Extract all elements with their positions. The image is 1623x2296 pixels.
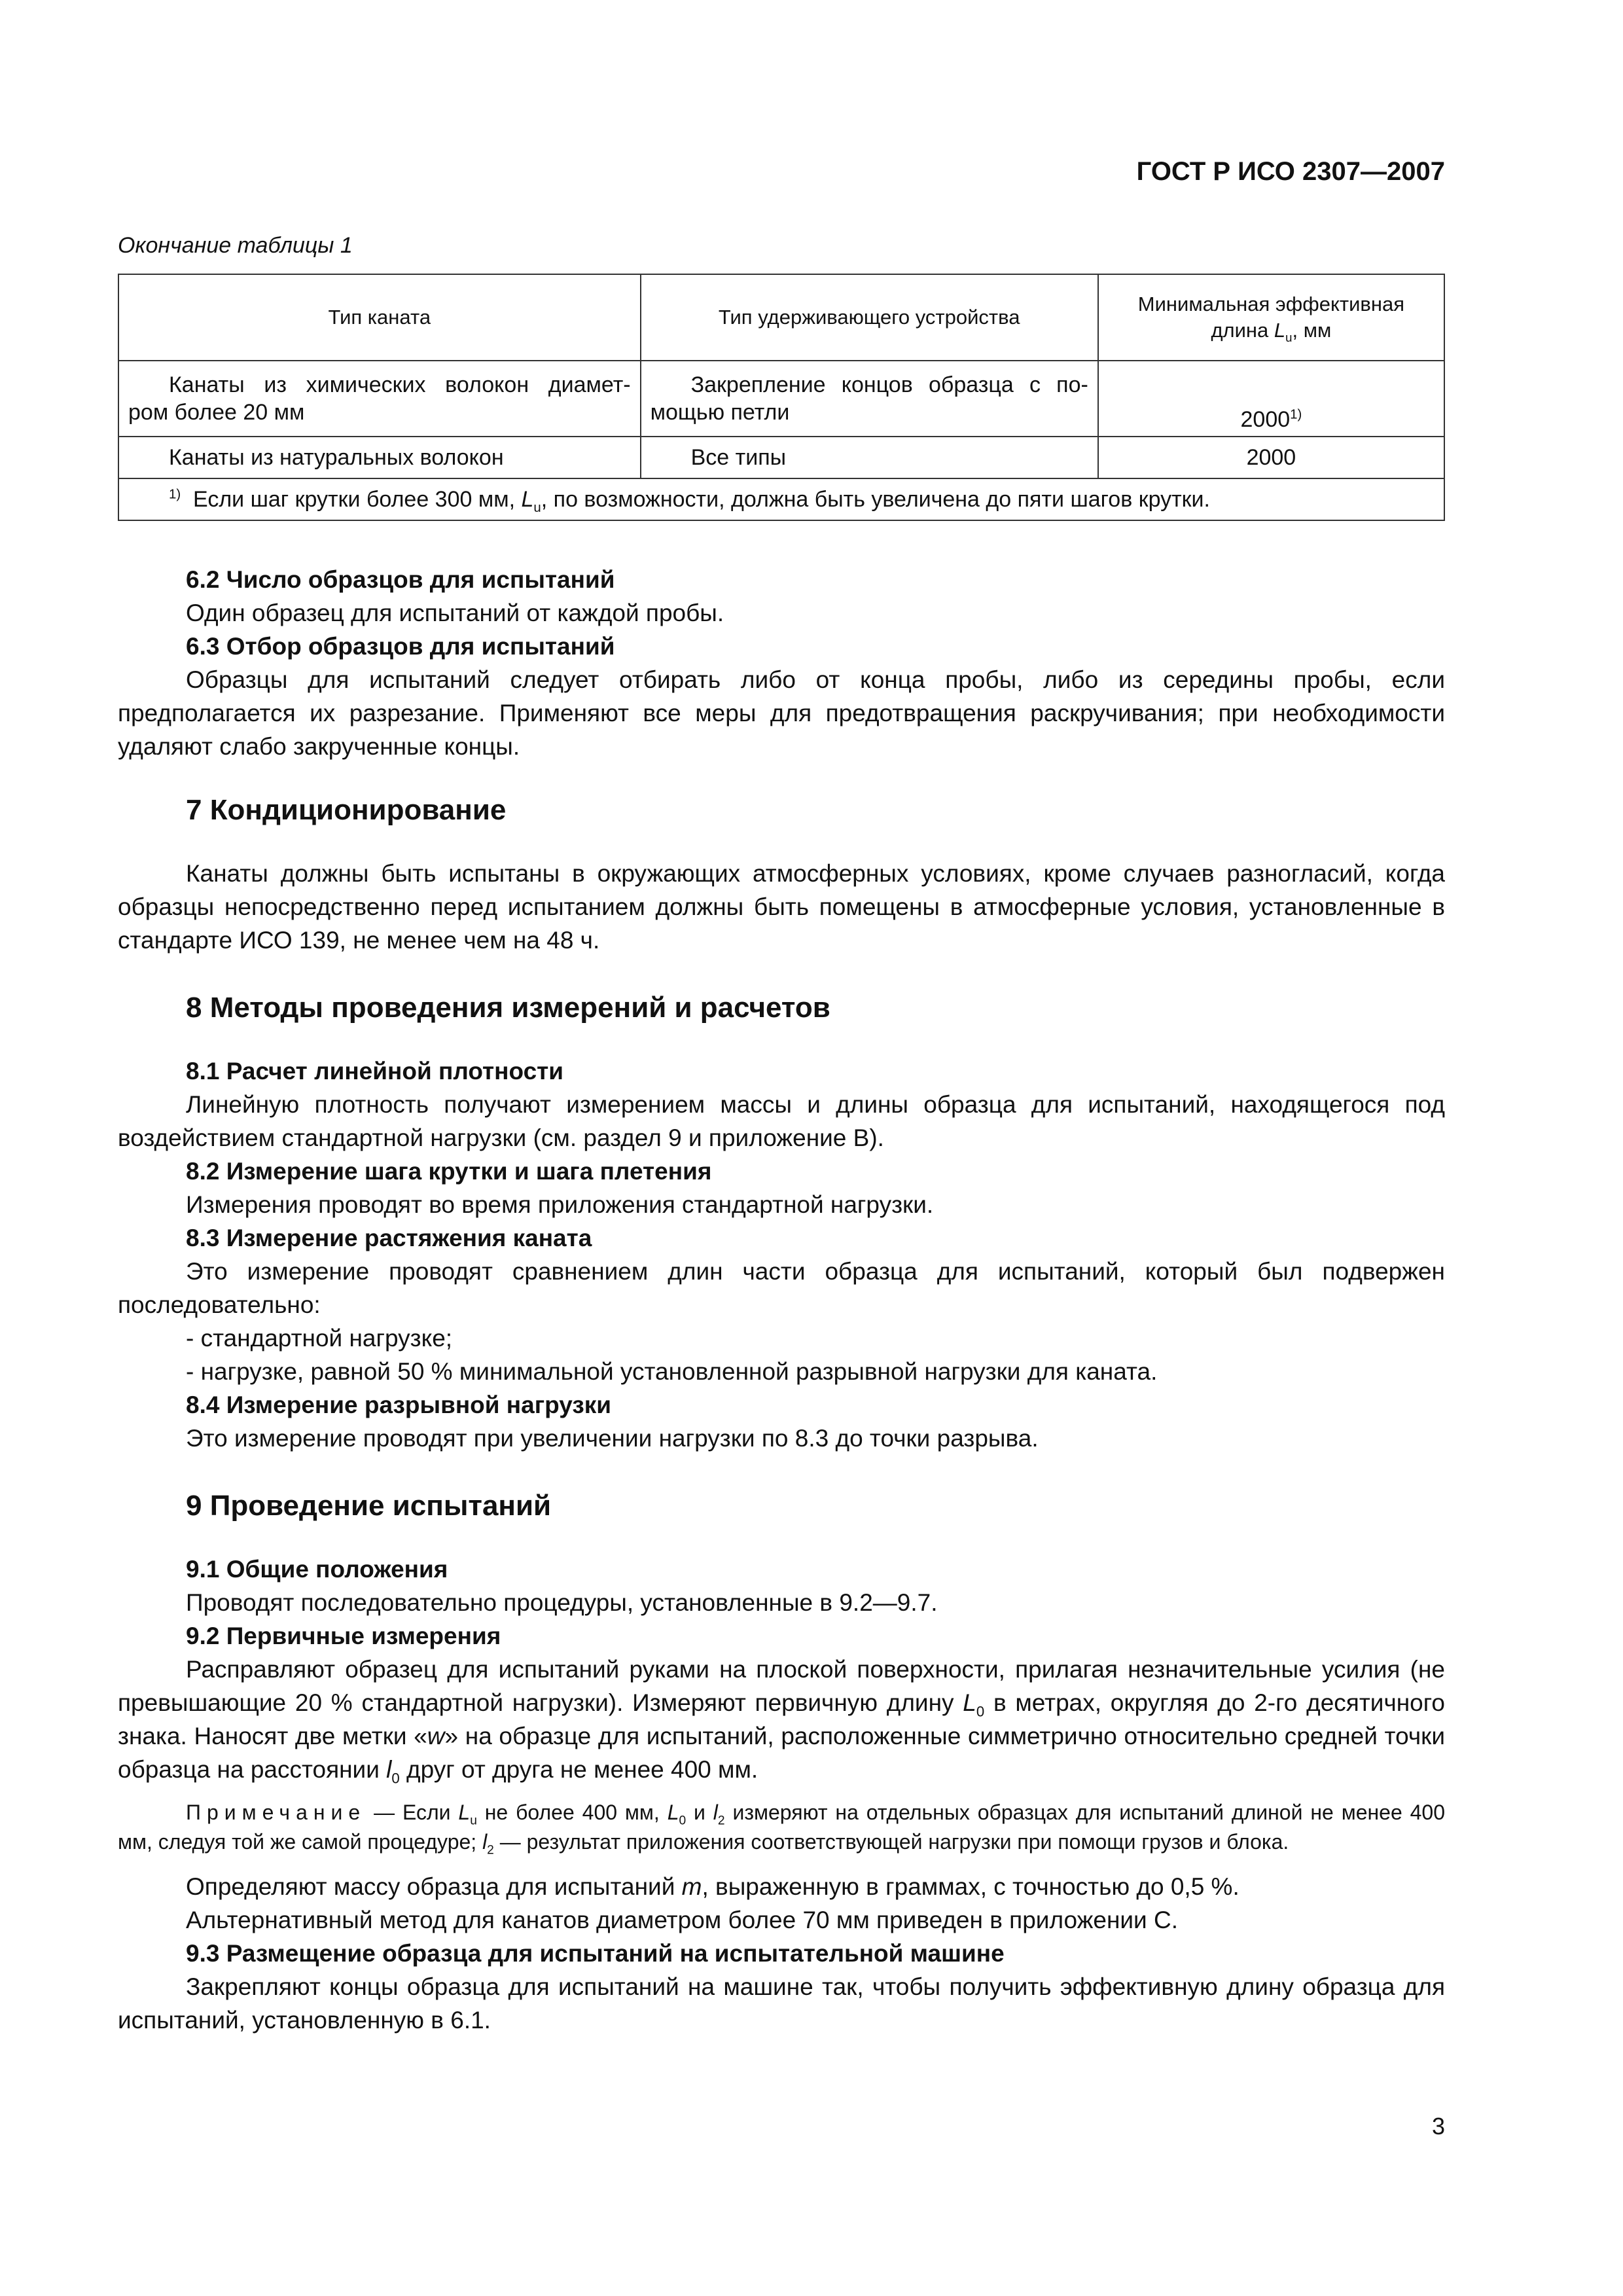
section-9-1-text: Проводят последовательно процедуры, установленные в 9.2—9.7. [186,1589,938,1616]
list-item: - стандартной нагрузке; [186,1325,453,1352]
section-9-2-title: 9.2 Первичные измерения [186,1623,501,1649]
section-8-4-title: 8.4 Измерение разрывной нагрузки [186,1391,611,1418]
cell-holding-device: Все типы [641,437,1098,478]
note-label: Примечание [186,1801,366,1824]
cell-min-length: 2000$^{1)}$ [1098,361,1444,437]
section-8-2-text: Измерения проводят во время приложения стандартной нагрузки. [186,1191,934,1218]
cell-rope-type: Канаты из натуральных волокон [118,437,641,478]
section-9-2-text: Расправляют образец для испытаний руками на плоской поверхности, прилагая незначительные усилия (не превышающие 20 % стандартной нагрузки). Измеряют первичную длину $L_0$ в метрах, округляя до 2-го десятичного знака. Наносят две метки «w» на образце для испытаний, расположенные симметрично относительно средней точки образца на расстоянии $l_0$ друг от друга не менее 400 мм. [118,1656,1446,1787]
section-8-title: 8 Методы проведения измерений и расчетов [186,992,830,1024]
section-7-title: 7 Кондиционирование [186,794,507,826]
table-row [118,437,1444,478]
section-6-3-text: Образцы для испытаний следует отбирать либо от конца пробы, либо из середины пробы, если предполагается их разрезание. Применяют все меры для предотвращения раскручивания; при необходимости удаляют слабо закрученные концы. [118,666,1445,760]
section-8-3-text: Это измерение проводят сравнением длин части образца для испытаний, который был подвержен последовательно: [118,1258,1445,1318]
list-item: - нагрузке, равной 50 % минимальной установленной разрывной нагрузки для каната. [186,1358,1158,1385]
section-6-2-title: 6.2 Число образцов для испытаний [186,566,615,593]
note: Примечание — Если $L_u$ не более 400 мм, $L_0$ и $l_2$ измеряют на отдельных образцах для испытаний длиной не менее 400 мм, следуя той же самой процедуре; $l_2$ — результат приложения соответствующей нагрузки при помощи грузов и блока. [118,1801,1446,1857]
header-min-length: Минимальная эффективная длина $L_u$, мм [1098,274,1444,361]
section-6-2-text: Один образец для испытаний от каждой пробы. [186,600,724,626]
section-9-title: 9 Проведение испытаний [186,1490,552,1522]
section-8-2-title: 8.2 Измерение шага крутки и шага плетения [186,1158,712,1185]
section-6-3-title: 6.3 Отбор образцов для испытаний [186,633,615,660]
page-number: 3 [1431,2113,1445,2140]
section-9-1-title: 9.1 Общие положения [186,1556,448,1583]
cell-holding-device: Закрепление концов образца с по- мощью петли [641,361,1098,437]
alternative-method-text: Альтернативный метод для канатов диаметром более 70 мм приведен в приложении С. [186,1907,1178,1933]
section-8-3-title: 8.3 Измерение растяжения каната [186,1225,592,1251]
header-holding-device: Тип удерживающего устройства [641,274,1098,361]
table-1 [118,274,1445,521]
section-8-4-text: Это измерение проводят при увеличении нагрузки по 8.3 до точки разрыва. [186,1425,1039,1452]
table-caption: Окончание таблицы 1 [118,233,353,258]
section-9-3-title: 9.3 Размещение образца для испытаний на испытательной машине [186,1940,1005,1967]
header-rope-type: Тип каната [118,274,641,361]
section-8-1-title: 8.1 Расчет линейной плотности [186,1058,564,1085]
table-row [118,361,1444,437]
document-body [118,563,1445,2037]
section-8-1-text: Линейную плотность получают измерением массы и длины образца для испытаний, находящегося под воздействием стандартной нагрузки (см. раздел 9 и приложение В). [118,1091,1445,1151]
table-footnote-row [118,478,1444,520]
document-code: ГОСТ Р ИСО 2307—2007 [1136,157,1445,186]
table-header-row [118,274,1444,361]
section-9-3-text: Закрепляют концы образца для испытаний на машине так, чтобы получить эффективную длину образца для испытаний, установленную в 6.1. [118,1973,1445,2034]
mass-text: Определяют массу образца для испытаний m, выраженную в граммах, с точностью до 0,5 %. [186,1873,1240,1900]
cell-min-length: 2000 [1098,437,1444,478]
cell-rope-type: Канаты из химических волокон диамет- ром более 20 мм [118,361,641,437]
section-7-text: Канаты должны быть испытаны в окружающих атмосферных условиях, кроме случаев разногласий, когда образцы непосредственно перед испытанием должны быть помещены в атмосферные условия, установленные в стандарте ИСО 139, не менее чем на 48 ч. [118,860,1445,954]
table-footnote: $^{1)}$ Если шаг крутки более 300 мм, $L_u$, по возможности, должна быть увеличена до пяти шагов крутки. [118,478,1444,520]
